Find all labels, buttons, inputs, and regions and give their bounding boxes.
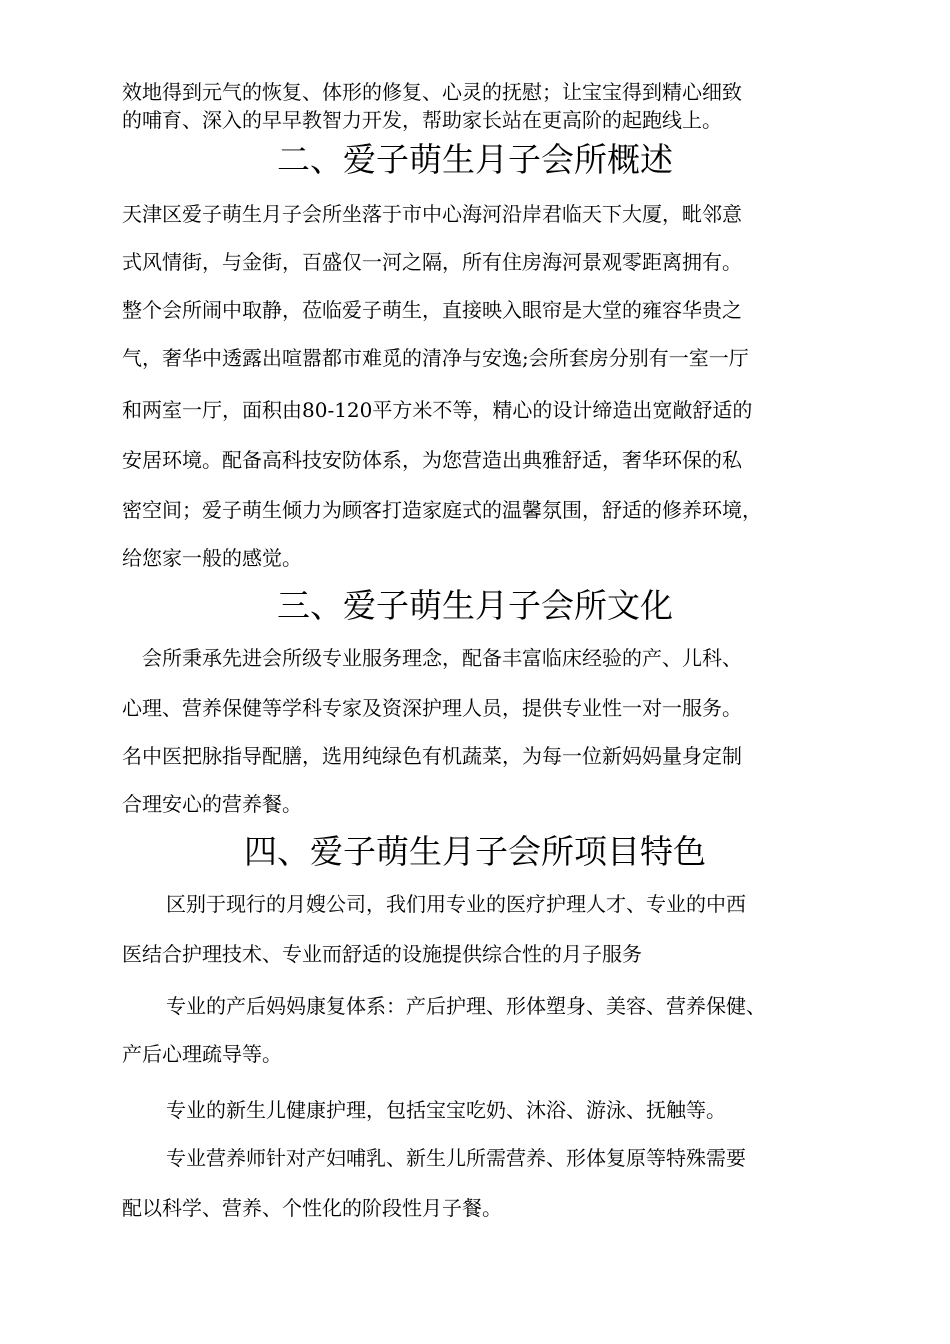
- section2-line-5: 和两室一厅，面积由80-120平方米不等，精心的设计缔造出宽敞舒适的: [122, 398, 753, 422]
- section3-line-3: 名中医把脉指导配膳，选用纯绿色有机蔬菜，为每一位新妈妈量身定制: [122, 744, 742, 768]
- section2-line-1: 天津区爱子萌生月子会所坐落于市中心海河沿岸君临天下大厦，毗邻意: [122, 202, 742, 226]
- section3-line-1: 会所秉承先进会所级专业服务理念，配备丰富临床经验的产、儿科、: [142, 646, 742, 670]
- section4-line-2: 医结合护理技术、专业而舒适的设施提供综合性的月子服务: [122, 942, 642, 966]
- section2-line-6: 安居环境。配备高科技安防体系，为您营造出典雅舒适，奢华环保的私: [122, 448, 742, 472]
- intro-line-2: 的哺育、深入的早早教智力开发，帮助家长站在更高阶的起跑线上。: [122, 108, 722, 132]
- section3-line-4: 合理安心的营养餐。: [122, 792, 302, 816]
- section2-line-7: 密空间；爱子萌生倾力为顾客打造家庭式的温馨氛围，舒适的修养环境，: [122, 498, 762, 522]
- section2-line-8: 给您家一般的感觉。: [122, 546, 302, 570]
- section4-heading: 四、爱子萌生月子会所项目特色: [244, 832, 706, 871]
- section3-heading: 三、爱子萌生月子会所文化: [277, 586, 673, 625]
- section2-heading: 二、爱子萌生月子会所概述: [277, 140, 673, 179]
- section4-line-7: 配以科学、营养、个性化的阶段性月子餐。: [122, 1196, 502, 1220]
- section2-line-4: 气，奢华中透露出喧嚣都市难觅的清净与安逸;会所套房分别有一室一厅: [122, 346, 749, 370]
- section4-line-6: 专业营养师针对产妇哺乳、新生儿所需营养、形体复原等特殊需要: [166, 1146, 746, 1170]
- section4-line-1: 区别于现行的月嫂公司，我们用专业的医疗护理人才、专业的中西: [166, 892, 746, 916]
- intro-line-1: 效地得到元气的恢复、体形的修复、心灵的抚慰；让宝宝得到精心细致: [122, 80, 742, 104]
- section4-line-4: 产后心理疏导等。: [122, 1042, 282, 1066]
- section3-line-2: 心理、营养保健等学科专家及资深护理人员，提供专业性一对一服务。: [122, 696, 742, 720]
- section2-line-3: 整个会所闹中取静，莅临爱子萌生，直接映入眼帘是大堂的雍容华贵之: [122, 298, 742, 322]
- section4-line-5: 专业的新生儿健康护理，包括宝宝吃奶、沐浴、游泳、抚触等。: [166, 1098, 726, 1122]
- section4-line-3: 专业的产后妈妈康复体系：产后护理、形体塑身、美容、营养保健、: [166, 994, 766, 1018]
- section2-line-2: 式风情街，与金街，百盛仅一河之隔，所有住房海河景观零距离拥有。: [122, 250, 742, 274]
